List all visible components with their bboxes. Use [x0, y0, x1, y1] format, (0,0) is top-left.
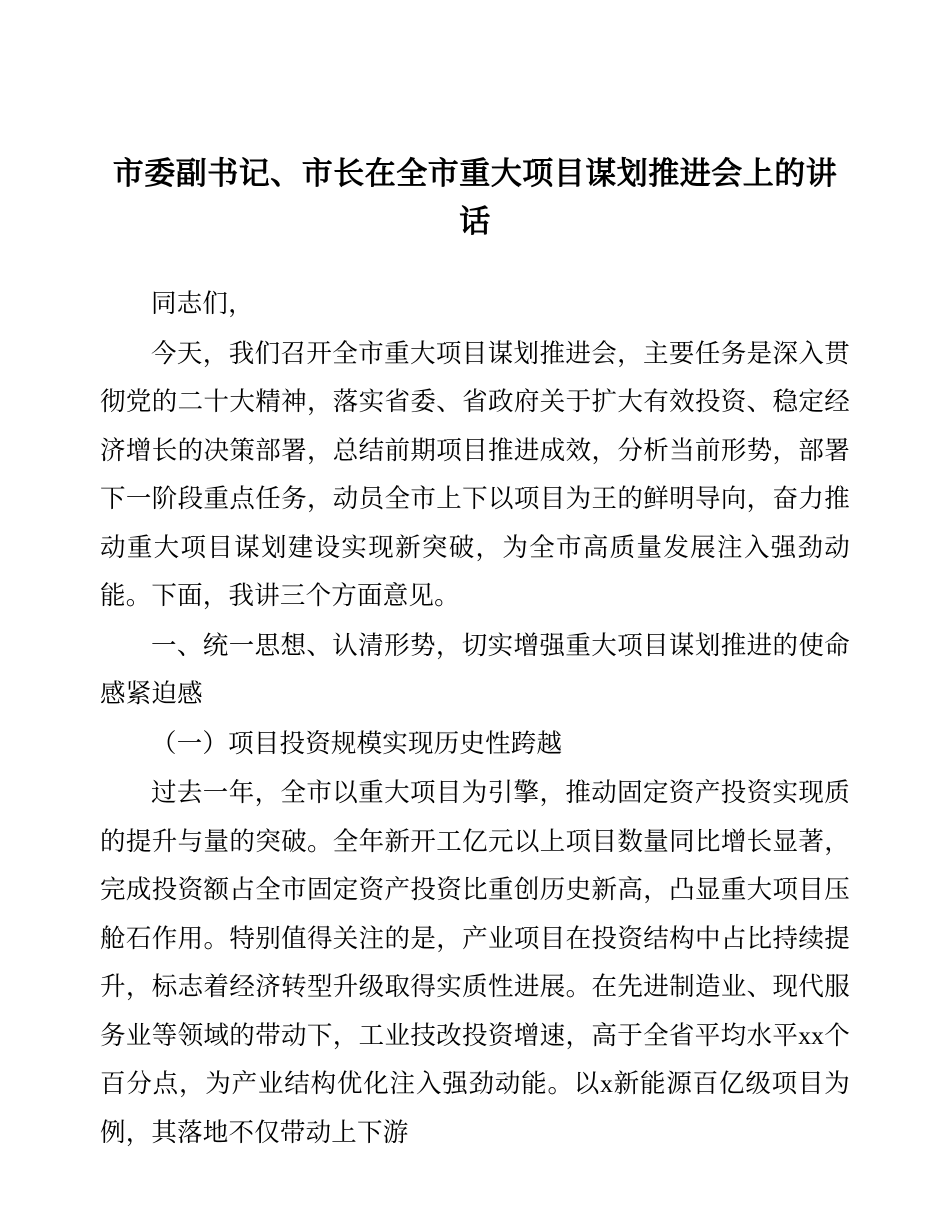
- page-title: 市委副书记、市长在全市重大项目谋划推进会上的讲话: [112, 156, 838, 240]
- paragraph-salutation: 同志们，: [151, 289, 254, 318]
- paragraph-intro: 今天，我们召开全市重大项目谋划推进会，主要任务是深入贯彻党的二十大精神，落实省委、省政府关于扩大有效投资、稳定经济增长的决策部署，总结前期项目推进成效，分析当前形势，部署下一阶段重点任务，动员全市上下以项目为王的鲜明导向，奋力推动重大项目谋划建设实现新突破，为全市高质量发展注入强劲动能。下面，我讲三个方面意见。: [100, 338, 850, 610]
- paragraph-subsection-heading-1-1: （一）项目投资规模实现历史性跨越: [151, 728, 563, 758]
- paragraph-body-1-1: 过去一年，全市以重大项目为引擎，推动固定资产投资实现质的提升与量的突破。全年新开工亿元以上项目数量同比增长显著，完成投资额占全市固定资产投资比重创历史新高，凸显重大项目压舱石作用。特别值得关注的是，产业项目在投资结构中占比持续提升，标志着经济转型升级取得实质性进展。在先进制造业、现代服务业等领域的带动下，工业技改投资增速，高于全省平均水平xx个百分点，为产业结构优化注入强劲动能。以x新能源百亿级项目为例，其落地不仅带动上下游: [100, 778, 850, 1147]
- paragraph-section-heading-1: 一、统一思想、认清形势，切实增强重大项目谋划推进的使命感紧迫感: [100, 630, 850, 708]
